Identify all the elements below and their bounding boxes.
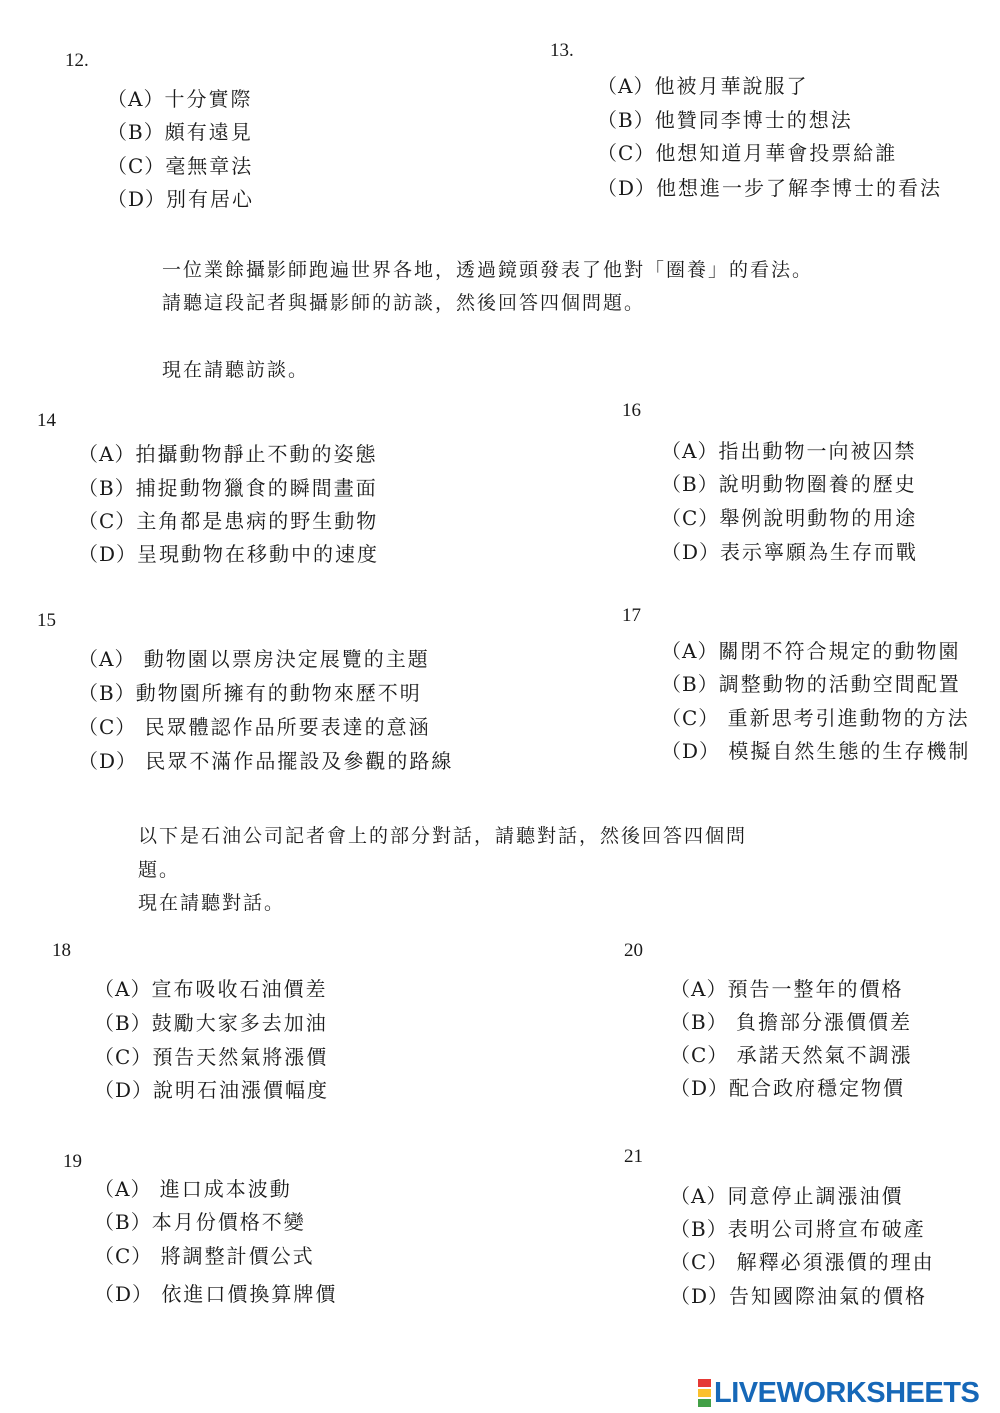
option-text: 指出動物一向被囚禁 bbox=[718, 439, 917, 463]
option-label: （C） bbox=[670, 1043, 729, 1067]
question-15-option-d[interactable] bbox=[78, 745, 453, 774]
question-15-option-a[interactable] bbox=[78, 643, 430, 672]
question-16-option-d[interactable] bbox=[661, 536, 918, 565]
option-text: 他被月華說服了 bbox=[654, 74, 809, 98]
question-16-option-b[interactable] bbox=[661, 468, 917, 497]
option-label: （B） bbox=[597, 108, 655, 132]
option-label: （D） bbox=[661, 540, 721, 564]
option-text: 解釋必須漲價的理由 bbox=[728, 1250, 935, 1274]
option-text: 毫無章法 bbox=[165, 154, 254, 178]
question-13-option-b[interactable] bbox=[597, 104, 853, 133]
question-17-number: 17 bbox=[622, 605, 641, 626]
option-label: （A） bbox=[94, 977, 152, 1001]
option-text: 進口成本波動 bbox=[151, 1177, 292, 1201]
option-label: （B） bbox=[670, 1010, 728, 1034]
passage-oil-listen: 現在請聽對話。 bbox=[138, 892, 286, 914]
option-text: 拍攝動物靜止不動的姿態 bbox=[135, 442, 378, 466]
option-text: 表示寧願為生存而戰 bbox=[720, 540, 919, 564]
option-label: （B） bbox=[94, 1011, 152, 1035]
question-13-option-c[interactable] bbox=[597, 137, 897, 166]
option-label: （B） bbox=[78, 681, 136, 705]
question-15-option-c[interactable] bbox=[78, 711, 431, 740]
question-13-option-d[interactable] bbox=[597, 172, 942, 201]
option-text: 重新思考引進動物的方法 bbox=[719, 706, 970, 730]
question-16-option-c[interactable] bbox=[661, 502, 917, 531]
question-20-option-d[interactable] bbox=[670, 1072, 905, 1101]
question-12-option-b[interactable] bbox=[107, 116, 253, 145]
option-text: 他贊同李博士的想法 bbox=[654, 108, 853, 132]
question-17-option-c[interactable] bbox=[661, 702, 970, 731]
option-label: （B） bbox=[670, 1217, 728, 1241]
option-label: （D） bbox=[670, 1076, 730, 1100]
question-12-option-a[interactable] bbox=[107, 83, 252, 112]
question-14-option-b[interactable] bbox=[78, 472, 378, 501]
question-19-option-a[interactable] bbox=[94, 1173, 292, 1202]
question-14-number: 14 bbox=[37, 410, 56, 431]
option-label: （C） bbox=[670, 1250, 729, 1274]
passage-oil-intro: 以下是石油公司記者會上的部分對話，請聽對話，然後回答四個問 bbox=[138, 825, 748, 847]
question-21-option-d[interactable] bbox=[670, 1280, 927, 1309]
question-19-number: 19 bbox=[63, 1151, 82, 1172]
option-text: 說明動物圈養的歷史 bbox=[718, 472, 917, 496]
option-label: （C） bbox=[661, 706, 720, 730]
question-18-option-a[interactable] bbox=[94, 973, 327, 1002]
option-label: （B） bbox=[661, 672, 719, 696]
question-12-number: 12. bbox=[65, 50, 89, 71]
option-text: 主角都是患病的野生動物 bbox=[136, 509, 379, 533]
option-label: （A） bbox=[107, 87, 165, 111]
option-label: （A） bbox=[94, 1177, 152, 1201]
question-17-option-b[interactable] bbox=[661, 668, 961, 697]
logo-mark-icon bbox=[698, 1378, 711, 1408]
passage-photographer-instruction: 請聽這段記者與攝影師的訪談，然後回答四個問題。 bbox=[162, 292, 646, 314]
option-label: （D） bbox=[78, 542, 138, 566]
option-text: 民眾體認作品所要表達的意涵 bbox=[136, 715, 431, 739]
question-16-number: 16 bbox=[622, 400, 641, 421]
question-18-option-d[interactable] bbox=[94, 1074, 329, 1103]
question-15-number: 15 bbox=[37, 610, 56, 631]
question-21-option-c[interactable] bbox=[670, 1246, 935, 1275]
question-17-option-a[interactable] bbox=[661, 635, 960, 664]
option-text: 說明石油漲價幅度 bbox=[153, 1078, 330, 1102]
option-label: （A） bbox=[661, 439, 719, 463]
passage-oil-intro-cont: 題。 bbox=[138, 859, 181, 881]
option-text: 呈現動物在移動中的速度 bbox=[137, 542, 380, 566]
option-text: 舉例說明動物的用途 bbox=[719, 506, 918, 530]
option-text: 負擔部分漲價價差 bbox=[727, 1010, 913, 1034]
option-label: （A） bbox=[78, 442, 136, 466]
option-label: （C） bbox=[78, 715, 137, 739]
passage-photographer-listen: 現在請聽訪談。 bbox=[162, 359, 310, 381]
logo-mark-green-bar bbox=[698, 1399, 711, 1407]
question-20-option-a[interactable] bbox=[670, 973, 903, 1002]
option-text: 預告天然氣將漲價 bbox=[152, 1045, 329, 1069]
option-label: （D） bbox=[661, 739, 721, 763]
question-19-option-d[interactable] bbox=[94, 1278, 337, 1307]
question-13-number: 13. bbox=[550, 40, 574, 61]
option-text: 動物園所擁有的動物來歷不明 bbox=[135, 681, 422, 705]
option-text: 別有居心 bbox=[166, 187, 255, 211]
option-text: 調整動物的活動空間配置 bbox=[718, 672, 961, 696]
option-label: （C） bbox=[78, 509, 137, 533]
option-label: （C） bbox=[94, 1045, 153, 1069]
logo-text: LIVEWORKSHEETS bbox=[714, 1376, 980, 1409]
option-label: （B） bbox=[661, 472, 719, 496]
question-21-number: 21 bbox=[624, 1146, 643, 1167]
question-19-option-b[interactable] bbox=[94, 1206, 306, 1235]
option-text: 他想知道月華會投票給誰 bbox=[655, 141, 898, 165]
option-label: （C） bbox=[94, 1244, 153, 1268]
option-text: 同意停止調漲油價 bbox=[727, 1184, 904, 1208]
question-20-option-b[interactable] bbox=[670, 1006, 912, 1035]
question-16-option-a[interactable] bbox=[661, 435, 916, 464]
option-text: 十分實際 bbox=[164, 87, 253, 111]
option-text: 承諾天然氣不調漲 bbox=[728, 1043, 913, 1067]
option-label: （A） bbox=[597, 74, 655, 98]
liveworksheets-logo[interactable] bbox=[698, 1376, 979, 1410]
option-label: （C） bbox=[107, 154, 166, 178]
question-18-option-b[interactable] bbox=[94, 1007, 328, 1036]
question-18-number: 18 bbox=[52, 940, 71, 961]
option-label: （D） bbox=[107, 187, 167, 211]
question-20-option-c[interactable] bbox=[670, 1039, 913, 1068]
question-15-option-b[interactable] bbox=[78, 677, 422, 706]
question-14-option-d[interactable] bbox=[78, 538, 379, 567]
option-text: 依進口價換算牌價 bbox=[153, 1282, 338, 1306]
question-12-option-c[interactable] bbox=[107, 150, 253, 179]
question-13-option-a[interactable] bbox=[597, 70, 808, 99]
option-text: 民眾不滿作品擺設及參觀的路線 bbox=[137, 749, 454, 773]
option-label: （B） bbox=[78, 476, 136, 500]
question-18-option-c[interactable] bbox=[94, 1041, 328, 1070]
option-text: 鼓勵大家多去加油 bbox=[151, 1011, 328, 1035]
option-text: 捕捉動物獵食的瞬間畫面 bbox=[135, 476, 378, 500]
question-14-option-a[interactable] bbox=[78, 438, 377, 467]
option-text: 將調整計價公式 bbox=[152, 1244, 315, 1268]
option-label: （A） bbox=[78, 647, 136, 671]
option-text: 頗有遠見 bbox=[164, 120, 253, 144]
option-label: （D） bbox=[94, 1078, 154, 1102]
option-label: （A） bbox=[661, 639, 719, 663]
logo-mark-yellow-bar bbox=[698, 1389, 711, 1397]
option-label: （B） bbox=[94, 1210, 152, 1234]
logo-mark-red-bar bbox=[698, 1379, 711, 1387]
question-20-number: 20 bbox=[624, 940, 643, 961]
option-text: 本月份價格不變 bbox=[151, 1210, 306, 1234]
question-17-option-d[interactable] bbox=[661, 735, 970, 764]
option-text: 預告一整年的價格 bbox=[727, 977, 904, 1001]
option-label: （C） bbox=[597, 141, 656, 165]
option-label: （A） bbox=[670, 977, 728, 1001]
question-21-option-a[interactable] bbox=[670, 1180, 903, 1209]
option-label: （C） bbox=[661, 506, 720, 530]
option-label: （B） bbox=[107, 120, 165, 144]
option-label: （A） bbox=[670, 1184, 728, 1208]
option-label: （D） bbox=[670, 1284, 730, 1308]
option-label: （D） bbox=[94, 1282, 154, 1306]
option-text: 模擬自然生態的生存機制 bbox=[720, 739, 971, 763]
option-text: 動物園以票房決定展覽的主題 bbox=[135, 647, 430, 671]
option-label: （D） bbox=[597, 176, 657, 200]
option-text: 關閉不符合規定的動物園 bbox=[718, 639, 961, 663]
passage-photographer-intro: 一位業餘攝影師跑遍世界各地，透過鏡頭發表了他對「圈養」的看法。 bbox=[162, 259, 814, 281]
option-text: 他想進一步了解李博士的看法 bbox=[656, 176, 943, 200]
question-19-option-c[interactable] bbox=[94, 1240, 315, 1269]
option-text: 告知國際油氣的價格 bbox=[729, 1284, 928, 1308]
option-text: 宣布吸收石油價差 bbox=[151, 977, 328, 1001]
question-21-option-b[interactable] bbox=[670, 1213, 926, 1242]
option-label: （D） bbox=[78, 749, 138, 773]
question-14-option-c[interactable] bbox=[78, 505, 378, 534]
option-text: 表明公司將宣布破產 bbox=[727, 1217, 926, 1241]
question-12-option-d[interactable] bbox=[107, 183, 254, 212]
option-text: 配合政府穩定物價 bbox=[729, 1076, 906, 1100]
